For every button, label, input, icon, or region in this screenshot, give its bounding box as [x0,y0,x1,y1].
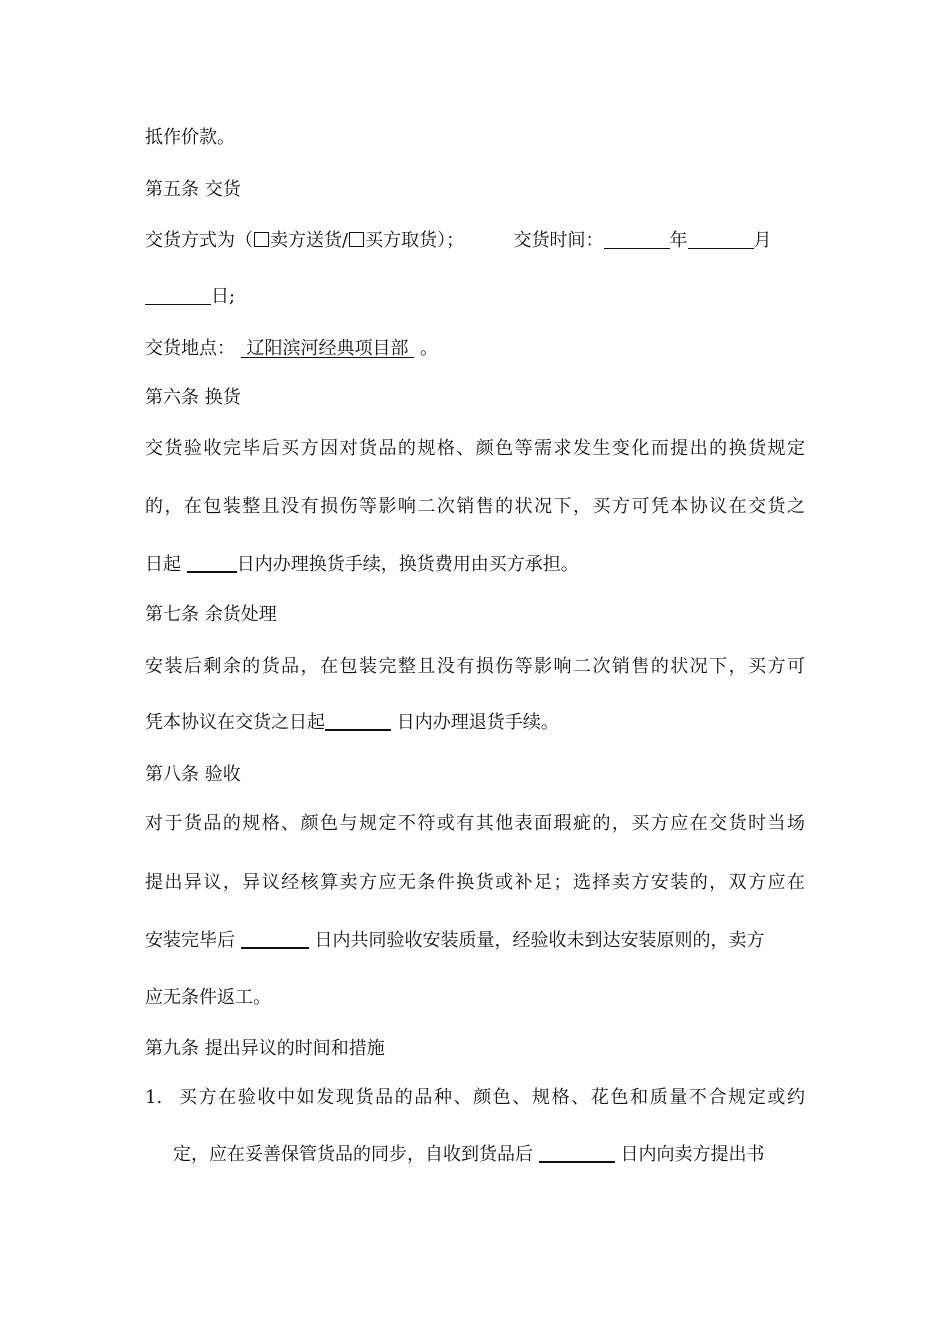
text-line: 对于货品的规格、颜色与规定不符或有其他表面瑕疵的，买方应在交货时当场 [145,813,805,834]
delivery-place-label: 交货地点： [145,338,235,359]
text-line: 凭本协议在交货之日起 日内办理退货手续。 [145,712,559,733]
delivery-place-line: 交货地点： 辽阳滨河经典项目部 。 [145,338,438,359]
objection-days-blank[interactable] [539,1143,615,1163]
seller-delivery-label: 卖方送货/ [270,230,349,251]
month-blank[interactable] [688,230,754,249]
text-line: 的，在包装整且没有损伤等影响二次销售的状况下，买方可凭本协议在交货之 [145,496,805,517]
year-label: 年 [669,230,688,251]
list-item-number: 1. [145,1087,163,1108]
buyer-pickup-checkbox[interactable] [349,232,364,247]
text-line: 应无条件返工。 [145,987,271,1008]
delivery-time-label: 交货时间： [513,230,604,251]
delivery-day-line [145,285,805,309]
seller-delivery-checkbox[interactable] [254,232,269,247]
day-label: 日; [211,286,236,307]
month-label: 月 [753,230,772,251]
text-line: 抵作价款。 [145,127,235,148]
buyer-pickup-label: 买方取货）； [365,230,465,251]
list-item: 1. 买方在验收中如发现货品的品种、颜色、规格、花色和质量不合规定或约 [145,1087,805,1108]
inspection-days-blank[interactable] [241,929,309,949]
exchange-days-blank[interactable] [187,553,237,573]
text-line: 日起 日内办理换货手续，换货费用由买方承担。 [145,554,579,575]
delivery-method-line [145,229,805,253]
article-8-title: 第八条 验收 [145,764,241,785]
delivery-method-prefix: 交货方式为（ [145,230,253,251]
return-days-blank[interactable] [325,711,391,731]
text-line: 定，应在妥善保管货品的同步，自收到货品后 日内向卖方提出书 [173,1144,765,1165]
delivery-place-value: 辽阳滨河经典项目部 [246,338,409,359]
article-7-title: 第七条 余货处理 [145,604,277,625]
text-line: 安装后剩余的货品，在包装完整且没有损伤等影响二次销售的状况下，买方可 [145,656,805,677]
article-5-title: 第五条 交货 [145,179,241,200]
article-9-title: 第九条 提出异议的时间和措施 [145,1038,385,1059]
article-6-title: 第六条 换货 [145,387,241,408]
text-line: 提出异议，异议经核算卖方应无条件换货或补足；选择卖方安装的，双方应在 [145,872,805,893]
year-blank[interactable] [604,230,670,249]
text-line: 交货验收完毕后买方因对货品的规格、颜色等需求发生变化而提出的换货规定 [145,438,805,459]
text-line: 安装完毕后 日内共同验收安装质量，经验收未到达安装原则的，卖方 [145,930,765,951]
day-blank[interactable] [145,286,211,305]
